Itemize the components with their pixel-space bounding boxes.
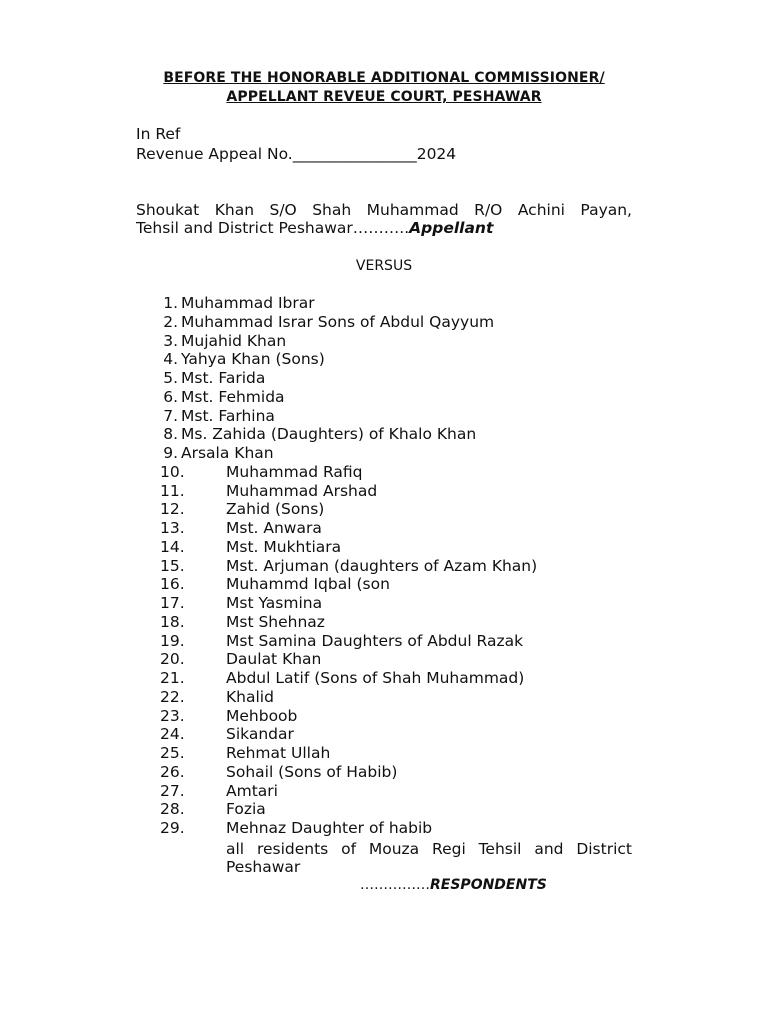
respondent-name: Mst Shehnaz bbox=[226, 612, 325, 631]
respondent-number: 6. bbox=[163, 387, 178, 406]
respondent-name: Ms. Zahida (Daughters) of Khalo Khan bbox=[181, 425, 477, 444]
respondent-name: Abdul Latif (Sons of Shah Muhammad) bbox=[226, 669, 525, 687]
respondent-name: Amtari bbox=[226, 781, 278, 800]
respondent-number: 22. bbox=[160, 687, 185, 706]
respondent-number: 14. bbox=[160, 537, 185, 556]
heading-line-2: APPELLANT REVEUE COURT, PESHAWAR bbox=[226, 89, 542, 105]
residence-line-1: all residents of Mouza Regi Tehsil and District bbox=[226, 840, 632, 858]
respondent-name: Muhammad Ibrar bbox=[181, 294, 315, 312]
respondent-name: Mehboob bbox=[226, 706, 298, 725]
respondent-name: Mst. Anwara bbox=[226, 519, 322, 537]
respondent-number: 1. bbox=[163, 294, 178, 312]
respondent-number: 4. bbox=[163, 350, 178, 369]
respondent-name: Arsala Khan bbox=[181, 444, 274, 462]
respondent-number: 18. bbox=[160, 612, 185, 631]
respondent-name: Rehmat Ullah bbox=[226, 744, 331, 762]
heading-line-1: BEFORE THE HONORABLE ADDITIONAL COMMISSIONER/ bbox=[163, 70, 605, 86]
respondents-label bbox=[360, 877, 547, 893]
respondent-name: Mehnaz Daughter of habib bbox=[226, 819, 433, 837]
respondent-name: Yahya Khan (Sons) bbox=[181, 350, 325, 369]
respondent-number: 23. bbox=[160, 706, 185, 725]
appellant-line-2 bbox=[136, 219, 493, 237]
respondent-number: 9. bbox=[163, 444, 178, 462]
respondent-name: Mst Samina Daughters of Abdul Razak bbox=[226, 631, 524, 650]
respondents-dots: …………… bbox=[360, 877, 430, 893]
appellant-line-1: Shoukat Khan S/O Shah Muhammad R/O Achini Payan, bbox=[136, 201, 632, 219]
respondent-name: Daulat Khan bbox=[226, 650, 322, 669]
respondent-number: 13. bbox=[160, 519, 185, 537]
versus-label: VERSUS bbox=[355, 258, 413, 274]
respondent-number: 27. bbox=[160, 781, 185, 800]
respondent-name: Muhammad Rafiq bbox=[226, 462, 363, 481]
respondent-name: Zahid (Sons) bbox=[226, 500, 325, 519]
respondent-number: 16. bbox=[160, 575, 185, 594]
respondent-number: 19. bbox=[160, 631, 185, 650]
respondent-number: 2. bbox=[163, 312, 178, 331]
respondent-name: Mst. Fehmida bbox=[181, 387, 285, 406]
revenue-appeal-line: Revenue Appeal No.________________2024 bbox=[136, 145, 457, 163]
respondent-number: 7. bbox=[163, 406, 178, 425]
respondent-name: Muhammad Arshad bbox=[226, 481, 378, 500]
respondent-number: 3. bbox=[163, 331, 178, 350]
respondent-number: 8. bbox=[163, 425, 178, 444]
respondent-number: 21. bbox=[160, 669, 185, 687]
respondent-number: 17. bbox=[160, 594, 185, 612]
respondent-number: 5. bbox=[163, 369, 178, 387]
respondent-name: Mst. Arjuman (daughters of Azam Khan) bbox=[226, 556, 538, 575]
respondent-name: Fozia bbox=[226, 800, 266, 819]
respondent-number: 29. bbox=[160, 819, 185, 837]
respondent-number: 28. bbox=[160, 800, 185, 819]
in-ref-label: In Ref bbox=[136, 125, 181, 143]
respondent-name: Mst. Farida bbox=[181, 369, 266, 387]
respondent-name: Mst Yasmina bbox=[226, 594, 323, 612]
respondent-number: 10. bbox=[160, 462, 185, 481]
respondent-name: Mst. Mukhtiara bbox=[226, 537, 342, 556]
respondent-number: 15. bbox=[160, 556, 185, 575]
respondent-name: Muhammad Israr Sons of Abdul Qayyum bbox=[181, 312, 495, 331]
respondent-number: 24. bbox=[160, 725, 185, 744]
respondent-name: Sohail (Sons of Habib) bbox=[226, 762, 398, 781]
appellant-role: Appellant bbox=[409, 219, 494, 237]
appellant-address: Tehsil and District Peshawar……….. bbox=[136, 219, 410, 237]
respondent-name: Khalid bbox=[226, 687, 274, 706]
respondent-name: Mujahid Khan bbox=[181, 331, 287, 350]
respondent-number: 26. bbox=[160, 762, 185, 781]
respondent-name: Sikandar bbox=[226, 725, 294, 744]
respondents-role: RESPONDENTS bbox=[430, 877, 547, 893]
respondent-number: 25. bbox=[160, 744, 185, 762]
respondent-name: Muhammd Iqbal (son bbox=[226, 575, 390, 594]
respondent-name: Mst. Farhina bbox=[181, 406, 275, 425]
residence-line-2: Peshawar bbox=[226, 858, 301, 876]
respondent-number: 11. bbox=[160, 481, 185, 500]
respondent-number: 12. bbox=[160, 500, 185, 519]
respondent-number: 20. bbox=[160, 650, 185, 669]
